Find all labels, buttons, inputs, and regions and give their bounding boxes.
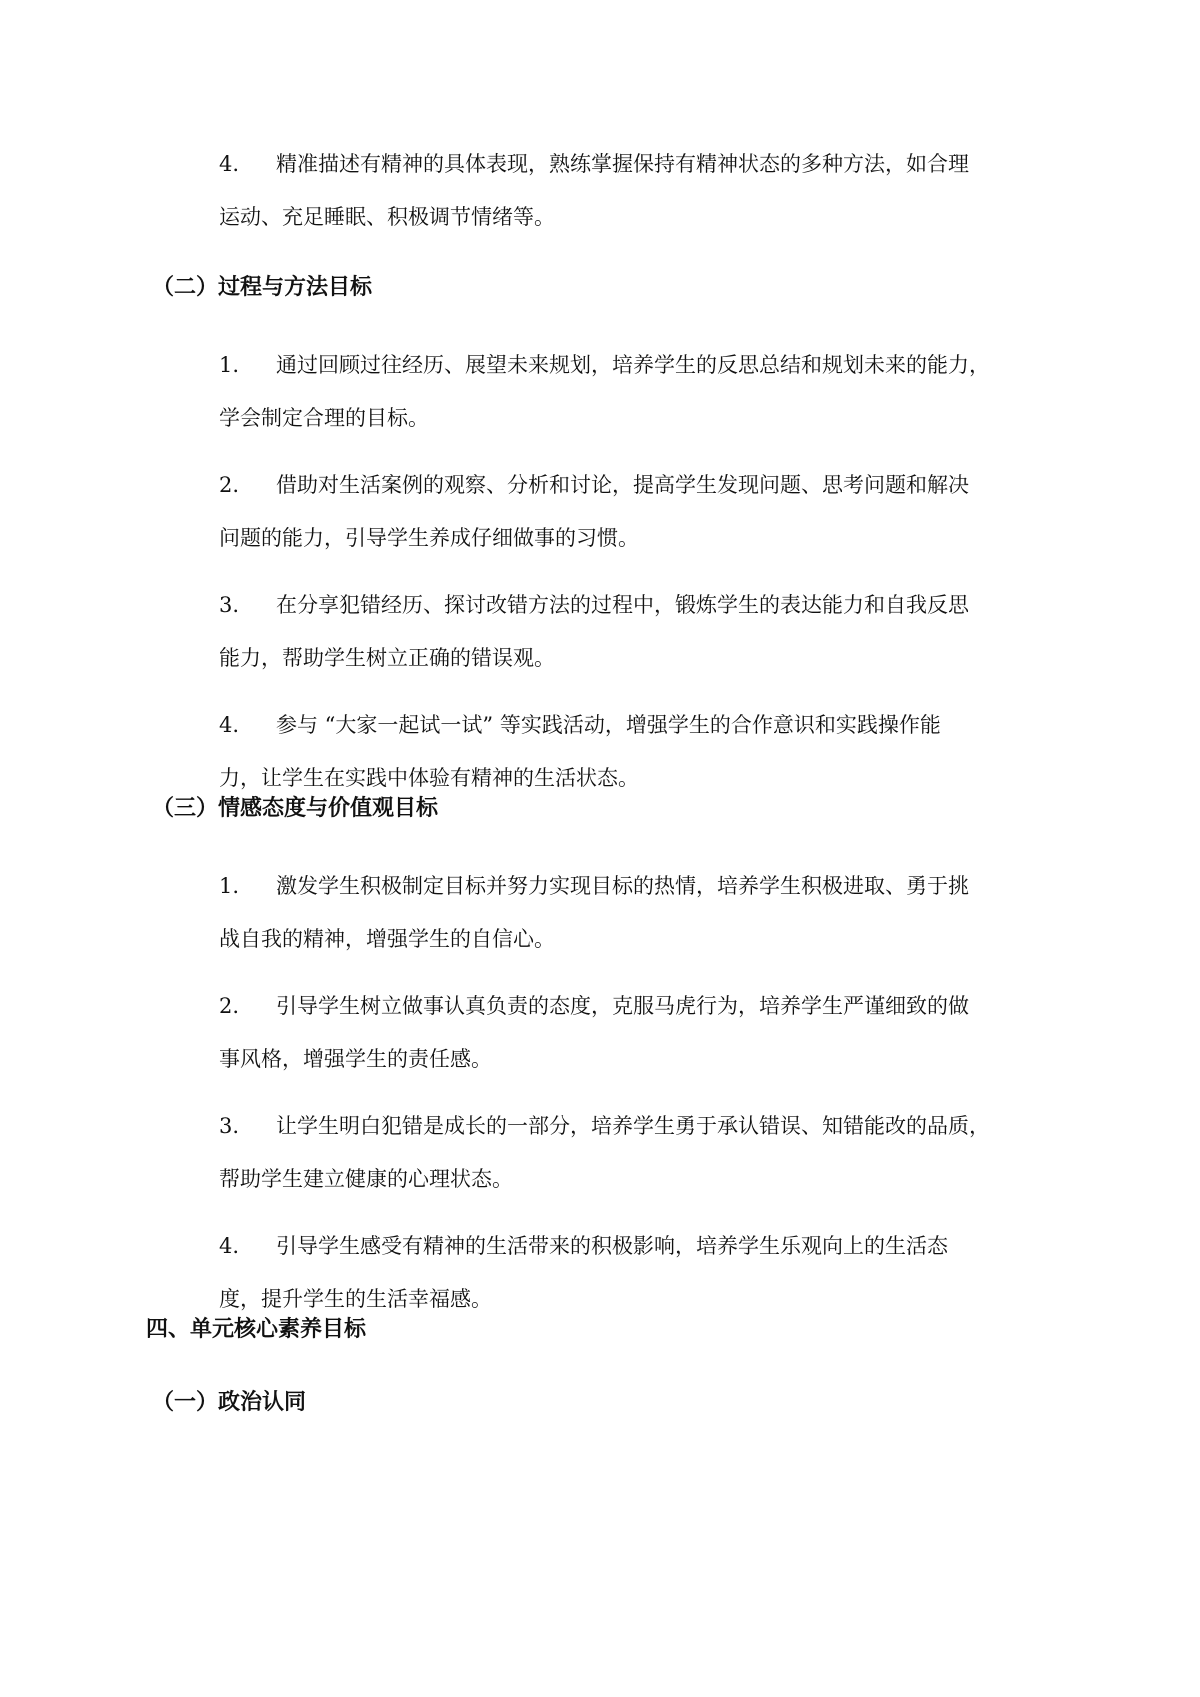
- list-item: [0, 585, 990, 678]
- section-heading: 四、单元核心素养目标: [146, 1316, 367, 1342]
- item-text-line: 激发学生积极制定目标并努力实现目标的热情，培养学生积极进取、勇于挑: [276, 874, 969, 898]
- section-heading: （一）政治认同: [152, 1389, 307, 1415]
- process-method-goals-section: [0, 267, 1200, 798]
- emotion-values-goals-list: [0, 866, 1200, 1319]
- list-item: [0, 1226, 990, 1319]
- item-text-line: 能力，帮助学生树立正确的错误观。: [219, 646, 555, 670]
- item-number: 2.: [219, 994, 240, 1018]
- item-text-line: 事风格，增强学生的责任感。: [219, 1047, 492, 1071]
- process-method-goals-list: [0, 345, 1200, 798]
- knowledge-goals-list: [0, 144, 1200, 237]
- item-number: 2.: [219, 473, 240, 497]
- item-text-line: 精准描述有精神的具体表现，熟练掌握保持有精神状态的多种方法，如合理: [276, 152, 969, 176]
- item-text-line: 通过回顾过往经历、展望未来规划，培养学生的反思总结和规划未来的能力，: [276, 353, 990, 377]
- emotion-values-goals-section: [0, 788, 1200, 1319]
- list-item: [0, 986, 990, 1079]
- item-text-line: 引导学生树立做事认真负责的态度，克服马虎行为，培养学生严谨细致的做: [276, 994, 969, 1018]
- item-number: 4.: [219, 713, 240, 737]
- item-text-line: 让学生明白犯错是成长的一部分，培养学生勇于承认错误、知错能改的品质，: [276, 1114, 990, 1138]
- knowledge-goals-continuation: [0, 144, 1200, 237]
- list-item: [0, 1106, 990, 1199]
- item-text-line: 借助对生活案例的观察、分析和讨论，提高学生发现问题、思考问题和解决: [276, 473, 969, 497]
- list-item: [0, 345, 990, 438]
- item-text-line: 度，提升学生的生活幸福感。: [219, 1287, 492, 1311]
- item-number: 1.: [219, 874, 240, 898]
- item-number: 3.: [219, 1114, 240, 1138]
- item-number: 4.: [219, 1234, 240, 1258]
- item-text-line: 力，让学生在实践中体验有精神的生活状态。: [219, 766, 639, 790]
- item-number: 3.: [219, 593, 240, 617]
- political-identity-section: [0, 1382, 1200, 1422]
- list-item: [0, 866, 990, 959]
- item-text-line: 运动、充足睡眠、积极调节情绪等。: [219, 205, 555, 229]
- item-text-line: 学会制定合理的目标。: [219, 406, 429, 430]
- list-item: [0, 144, 990, 237]
- section-heading: （三）情感态度与价值观目标: [152, 795, 439, 821]
- item-number: 4.: [219, 152, 240, 176]
- item-text-line: 参与 “大家一起试一试” 等实践活动，增强学生的合作意识和实践操作能: [276, 713, 941, 737]
- core-competency-goals-section: [0, 1309, 1200, 1349]
- list-item: [0, 705, 990, 798]
- item-text-line: 在分享犯错经历、探讨改错方法的过程中，锻炼学生的表达能力和自我反思: [276, 593, 969, 617]
- item-text-line: 帮助学生建立健康的心理状态。: [219, 1167, 513, 1191]
- section-heading: （二）过程与方法目标: [152, 274, 373, 300]
- item-text-line: 问题的能力，引导学生养成仔细做事的习惯。: [219, 526, 639, 550]
- item-text-line: 战自我的精神，增强学生的自信心。: [219, 927, 555, 951]
- item-text-line: 引导学生感受有精神的生活带来的积极影响，培养学生乐观向上的生活态: [276, 1234, 948, 1258]
- item-number: 1.: [219, 353, 240, 377]
- list-item: [0, 465, 990, 558]
